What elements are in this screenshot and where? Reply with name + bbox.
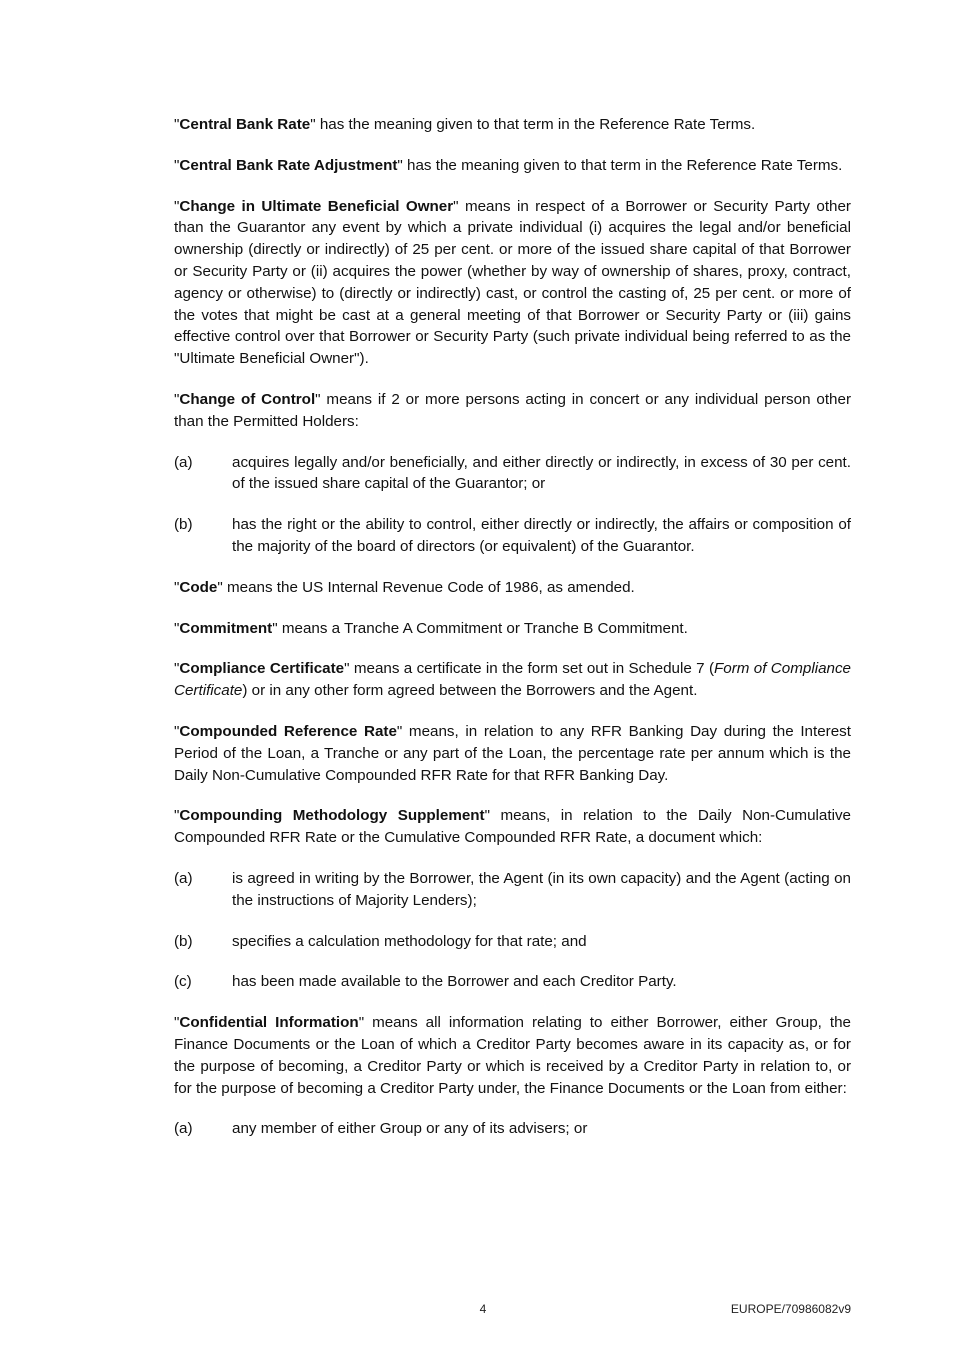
definition-central-bank-rate: "Central Bank Rate" has the meaning given to that term in the Reference Rate Terms.	[174, 116, 756, 133]
list-item	[174, 452, 851, 496]
list-item-text: is agreed in writing by the Borrower, the Agent (in its own capacity) and the Agent (acting on the instructions of Majority Lenders);	[232, 869, 851, 909]
definition-text: " means the US Internal Revenue Code of 1986, as amended.	[217, 578, 635, 596]
definition-change-of-control: "Change of Control" means if 2 or more persons acting in concert or any individual person other than the Permitted Holders:	[174, 390, 852, 430]
definition-text: " means a Tranche A Commitment or Tranche B Commitment.	[272, 619, 688, 637]
definition-text: " has the meaning given to that term in the Reference Rate Terms.	[397, 156, 843, 174]
defined-term: Change in Ultimate Beneficial Owner	[179, 197, 454, 215]
list-item	[174, 868, 851, 912]
defined-term: Change of Control	[179, 390, 316, 408]
definition-text: " means a certificate in the form set out in Schedule 7 (	[344, 660, 715, 678]
definition-confidential-information: "Confidential Information" means all information relating to either Borrower, either Group, the Finance Documents or the Loan of which a Creditor Party becomes aware in its capacity as, or for the purpose of becoming, a Creditor Party or which is received by a Creditor Party in relation to, or for the purpose of becoming a Creditor Party under, the Finance Documents or the Loan from either:	[174, 1014, 851, 1097]
definition-text: ) or in any other form agreed between the Borrowers and the Agent.	[242, 682, 698, 700]
defined-term: Compliance Certificate	[179, 660, 345, 678]
definition-compounded-reference-rate: "Compounded Reference Rate" means, in relation to any RFR Banking Day during the Interest Period of the Loan, a Tranche or any part of the Loan, the percentage rate per annum which is the Daily Non-Cumulative Compounded RFR Rate for that RFR Banking Day.	[174, 722, 851, 784]
definition-text: " means in respect of a Borrower or Security Party other than the Guarantor any event by which a private individual (i) acquires the legal and/or beneficial ownership (directly or indirectly) of 25 per cent. or more of the issued share capital of that Borrower or Security Party or (ii) acquires the power (whether by way of ownership of shares, proxy, contract, agency or otherwise) to (directly or indirectly) cast, or control the casting of, 25 per cent. or more of the votes that might be cast at a general meeting of that Borrower or Security Party or (iii) gains effective control over that Borrower or Security Party (such private individual being referred to as the "Ultimate Beneficial Owner").	[174, 197, 851, 368]
definition-central-bank-rate-adjustment: "Central Bank Rate Adjustment" has the meaning given to that term in the Reference Rate Terms.	[174, 156, 843, 174]
document-body	[174, 114, 851, 1159]
list-item-text: specifies a calculation methodology for that rate; and	[232, 932, 587, 950]
list-item-text: acquires legally and/or beneficially, and either directly or indirectly, in excess of 30 per cent. of the issued share capital of the Guarantor; or	[232, 453, 851, 493]
list-item-label: (b)	[174, 516, 193, 534]
list-item	[174, 1118, 851, 1140]
list-item-text: has been made available to the Borrower and each Creditor Party.	[232, 973, 677, 991]
defined-term: Confidential Information	[179, 1014, 359, 1032]
definition-text: " means if 2 or more persons acting in concert or any individual person other than the Permitted Holders:	[174, 390, 852, 430]
definition-change-ubo: "Change in Ultimate Beneficial Owner" means in respect of a Borrower or Security Party other than the Guarantor any event by which a private individual (i) acquires the legal and/or beneficial ownership (directly or indirectly) of 25 per cent. or more of the issued share capital of that Borrower or Security Party or (ii) acquires the power (whether by way of ownership of shares, proxy, contract, agency or otherwise) to (directly or indirectly) cast, or control the casting of, 25 per cent. or more of the votes that might be cast at a general meeting of that Borrower or Security Party or (iii) gains effective control over that Borrower or Security Party (such private individual being referred to as the "Ultimate Beneficial Owner").	[174, 197, 851, 368]
list-item	[174, 931, 851, 953]
defined-term: Compounded Reference Rate	[179, 722, 397, 740]
list-item-text: any member of either Group or any of its advisers; or	[232, 1120, 588, 1138]
list-item	[174, 971, 851, 993]
definition-text: " means, in relation to the Daily Non-Cumulative Compounded RFR Rate or the Cumulative Compounded RFR Rate, a document which:	[174, 807, 851, 847]
definition-compliance-certificate: "Compliance Certificate" means a certificate in the form set out in Schedule 7 (Form of Compliance Certificate) or in any other form agreed between the Borrowers and the Agent.	[174, 660, 851, 700]
list-item-label: (a)	[174, 869, 193, 887]
page-number: 4	[479, 1302, 487, 1316]
definition-text: " means all information relating to either Borrower, either Group, the Finance Documents or the Loan of which a Creditor Party becomes aware in its capacity as, or for the purpose of becoming, a Creditor Party or which is received by a Creditor Party in relation to, or for the purpose of becoming a Creditor Party under, the Finance Documents or the Loan from either:	[174, 1014, 851, 1097]
list-item-text: has the right or the ability to control, either directly or indirectly, the affairs or composition of the majority of the board of directors (or equivalent) of the Guarantor.	[232, 516, 851, 555]
definition-compounding-methodology-supplement: "Compounding Methodology Supplement" means, in relation to the Daily Non-Cumulative Compounded RFR Rate or the Cumulative Compounded RFR Rate, a document which:	[174, 807, 851, 847]
definition-commitment: "Commitment" means a Tranche A Commitment or Tranche B Commitment.	[174, 619, 688, 637]
defined-term: Central Bank Rate Adjustment	[179, 156, 398, 174]
list-item-label: (c)	[174, 973, 192, 991]
definition-code: "Code" means the US Internal Revenue Code of 1986, as amended.	[174, 578, 635, 596]
list-item	[174, 514, 851, 558]
list-item-label: (a)	[174, 1120, 193, 1138]
schedule-reference: Form of Compliance Certificate	[174, 660, 851, 700]
list-item-label: (a)	[174, 453, 193, 471]
definition-text: " has the meaning given to that term in the Reference Rate Terms.	[310, 116, 756, 133]
document-reference: EUROPE/70986082v9	[730, 1302, 851, 1316]
list-item-label: (b)	[174, 932, 193, 950]
defined-term: Commitment	[179, 619, 273, 637]
defined-term: Code	[179, 578, 218, 596]
defined-term: Central Bank Rate	[179, 116, 311, 133]
definition-text: " means, in relation to any RFR Banking Day during the Interest Period of the Loan, a Tranche or any part of the Loan, the percentage rate per annum which is the Daily Non-Cumulative Compounded RFR Rate for that RFR Banking Day.	[174, 722, 851, 784]
defined-term: Compounding Methodology Supplement	[179, 807, 485, 825]
